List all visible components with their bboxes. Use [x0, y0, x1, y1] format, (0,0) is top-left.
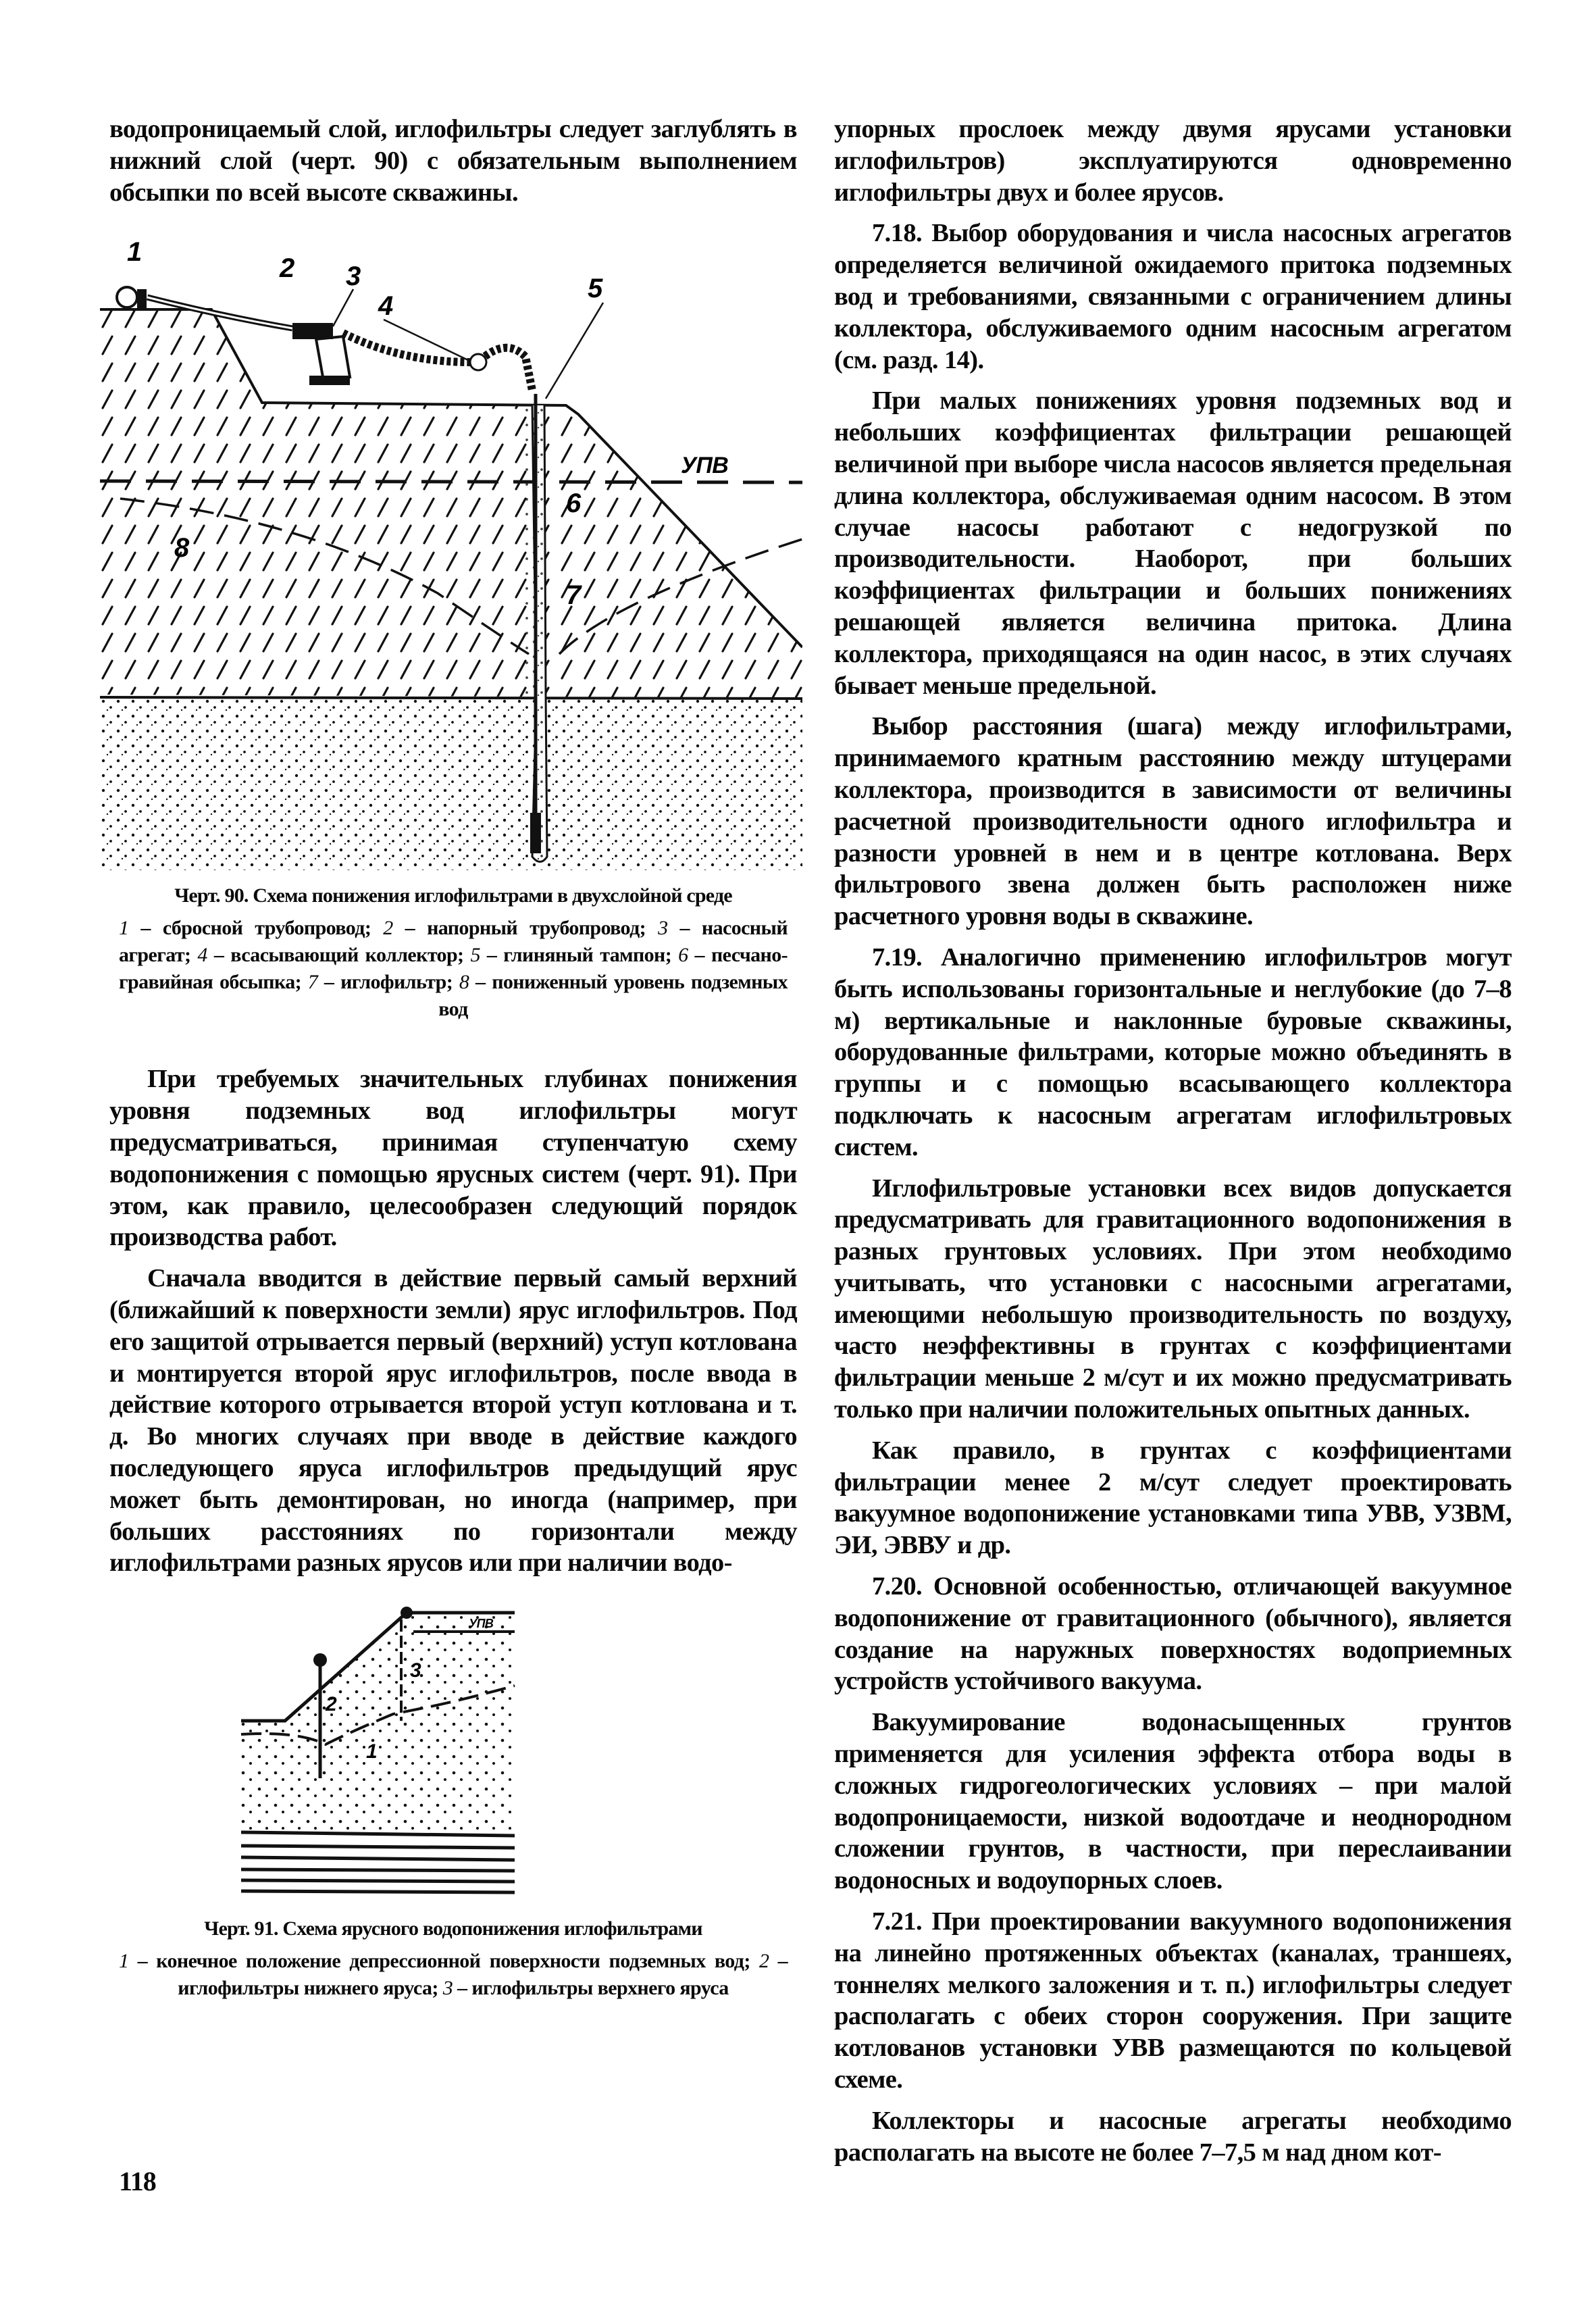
- right-column: [834, 114, 1512, 2178]
- section-7-19: 7.19. Аналогично применению иглофильтров могут быть использованы горизонтальные и неглубокие (до 7–8 м) вертикальные и наклонные буровые скважины, оборудованные фильтрами, которые можно объединять в группы и с помощью всасывающего коллектора подключать к насосным агрегатам иглофильтровых систем.: [834, 942, 1512, 1161]
- body-paragraph: При малых понижениях уровня подземных вод и небольших коэффициентах фильтрации решающей величиной при выборе числа насосов является предельная длина коллектора, обслуживаемая одним насосом. В этом случае насосы работают с недогрузкой по производительности. Наоборот, при больших коэффициентах фильтрации и больших понижениях решающей является величина притока. Длина коллектора, приходящаяся на один насос, в этих случаях бывает меньше предельной.: [834, 386, 1512, 700]
- body-paragraph: упорных прослоек между двумя ярусами установки иглофильтров) эксплуатируются одновременно иглофильтры двух и более ярусов.: [834, 115, 1512, 207]
- figure-91: [109, 1606, 797, 2002]
- svg-text:3: 3: [410, 1659, 421, 1682]
- svg-text:1: 1: [366, 1740, 378, 1763]
- body-paragraph: Коллекторы и насосные агрегаты необходимо располагать на высоте не более 7–7,5 м над дном кот-: [834, 2106, 1512, 2167]
- svg-text:6: 6: [566, 488, 581, 519]
- intro-paragraph: водопроницаемый слой, иглофильтры следует заглублять в нижний слой (черт. 90) с обязательным выполнением обсыпки по всей высоте скважины.: [109, 115, 797, 207]
- svg-text:УПВ: УПВ: [469, 1617, 494, 1631]
- section-7-21: 7.21. При проектировании вакуумного водопонижения на линейно протяженных объектах (каналах, траншеях, тоннелях мелкого заложения и т. п.) иглофильтры следует располагать с обеих сторон сооружения. При защите котлованов установки УВВ размещаются по кольцевой схеме.: [834, 1907, 1512, 2094]
- figure-91-diagram: [109, 1606, 797, 1903]
- figure-90-title: Черт. 90. Схема понижения иглофильтрами в двухслойной среде: [174, 884, 732, 907]
- svg-text:УПВ: УПВ: [681, 453, 729, 479]
- body-paragraph: Вакуумирование водонасыщенных грунтов применяется для усиления эффекта отбора воды в сложных гидрогеологических условиях – при малой водопроницаемости, низкой водоотдаче и неоднородном сложении грунтов, в частности, при переслаивании водоносных и водоупорных слоев.: [834, 1708, 1512, 1895]
- body-paragraph: Выбор расстояния (шага) между иглофильтрами, принимаемого кратным расстоянию между штуцерами коллектора, производится в зависимости от величины расчетной производительности одного иглофильтра и разности уровней в нем и в центре котлована. Верх фильтрового звена должен быть расположен ниже расчетного уровня воды в скважине.: [834, 712, 1512, 931]
- section-7-20: 7.20. Основной особенностью, отличающей вакуумное водопонижение от гравитационного (обычного), является создание на наружных поверхностях водоприемных устройств устойчивого вакуума.: [834, 1572, 1512, 1696]
- body-paragraph: Сначала вводится в действие первый самый верхний (ближайший к поверхности земли) ярус иглофильтров. Под его защитой отрывается первый (верхний) уступ котлована и монтируется второй ярус иглофильтров, после ввода в действие которого отрывается второй уступ котлована и т. д. Во многих случаях при вводе в действие каждого последующего яруса иглофильтров предыдущий ярус может быть демонтирован, но иногда (например, при больших расстояниях по горизонтали между иглофильтрами разных ярусов или при наличии водо-: [109, 1264, 797, 1578]
- svg-text:5: 5: [588, 274, 602, 304]
- svg-text:8: 8: [174, 533, 189, 563]
- svg-text:1: 1: [127, 237, 142, 268]
- left-column: [109, 114, 797, 2002]
- svg-text:2: 2: [326, 1693, 337, 1716]
- svg-text:2: 2: [280, 253, 294, 284]
- body-paragraph: Как правило, в грунтах с коэффициентами фильтрации менее 2 м/сут следует проектировать вакуумное водопонижение установками типа УВВ, УЗВМ, ЭИ, ЭВВУ и др.: [834, 1436, 1512, 1560]
- body-paragraph: При требуемых значительных глубинах понижения уровня подземных вод иглофильтры могут предусматриваться, принимая ступенчатую схему водопонижения с помощью ярусных систем (черт. 91). При этом, как правило, целесообразен следующий порядок производства работ.: [109, 1065, 797, 1252]
- svg-text:3: 3: [346, 261, 361, 292]
- svg-text:7: 7: [566, 580, 581, 611]
- page-number: 118: [119, 2166, 156, 2196]
- svg-text:4: 4: [378, 291, 393, 322]
- section-7-18: 7.18. Выбор оборудования и числа насосных агрегатов определяется величиной ожидаемого притока подземных вод и требованиями, связанными с ограничением длины коллектора, обслуживаемого одним насосным агрегатом (см. разд. 14).: [834, 219, 1512, 374]
- figure-90-legend: 1 – сбросной трубопровод; 2 – напорный трубопровод; 3 – насосный агрегат; 4 – всасывающий коллектор; 5 – глиняный тампон; 6 – песчано-гравийная обсыпка; 7 – иглофильтр; 8 – пониженный уровень подземных вод: [119, 917, 788, 1021]
- figure-90-diagram: [100, 222, 802, 870]
- figure-91-legend: 1 – конечное положение депрессионной поверхности подземных вод; 2 – иглофильтры нижнего яруса; 3 – иглофильтры верхнего яруса: [119, 1950, 788, 2000]
- figure-91-title: Черт. 91. Схема ярусного водопонижения иглофильтрами: [204, 1917, 702, 1940]
- body-paragraph: Иглофильтровые установки всех видов допускается предусматривать для гравитационного водопонижения в разных грунтовых условиях. При этом необходимо учитывать, что установки с насосными агрегатами, имеющими небольшую производительность по воздуху, часто неэффективны в грунтах с коэффициентами фильтрации меньше 2 м/сут и их можно предусматривать только при наличии положительных опытных данных.: [834, 1174, 1512, 1424]
- figure-90: [109, 222, 797, 1023]
